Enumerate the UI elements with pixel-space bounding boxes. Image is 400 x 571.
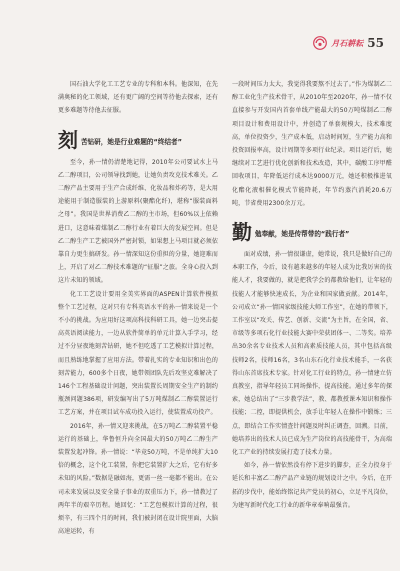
intro-paragraph: 国石油大学化工工艺专业的专科和本科。他深知，在先满奥秘的化工领域，还有更广阔的空间等待他去探索，还有更多难题等待他去征服。 xyxy=(58,81,218,115)
magazine-logo-icon xyxy=(313,36,327,50)
body-paragraph: 至今，孙一情仍清楚地记得，2010年公司要试水上马乙二醇项目，公司领导找到她，让她负责攻克技术难关。乙二醇产品主要用于生产合成纤维、化妆品和炸药等，是大用途能用于制造服装的上游原料(聚酯化纤)，堪称“服装面料之母”。我国是世界消费乙二醇的主市场，但60%以上依赖进口，这意味着煤制乙二醇行业有着巨大的发展空间。但是乙二醇生产工艺被国外严密封锁，如果想上马项目就必须依靠自力更生搞研发。孙一情深知这份重担的分量，她迎难而上，开启了对乙二醇技术难题的“征服”之旅。全身心投入到这片未知的领域。 xyxy=(58,158,218,285)
body-paragraph: 化工工艺设计要用全美实界面的ASPEN计算软件模拟整个工艺过程，这对只有专科英语水平的孙一情来说是一个不小的挑战。为应用好这项高科技科研工具，她一边突击提高英语阅读能力，一边从软件简单的单元计算入手学习，经过不分昼夜地刻苦钻研，她不但吃透了工艺模拟计算过程，而且熟练地掌握了应用方法。带着扎实的专业知识和出色的刻苦能力，600多个日夜，她带领团队先后攻坚克难解决了146个工程基础设计问题，突出装置长周期安全生产的制约瓶颈问题386项，研发编写出了5万吨煤制乙二醇装置运行工艺方案，并在项目试车成功投入运行，使装置成功投产。 xyxy=(58,290,218,417)
body-paragraph: 面对成绩，孙一情很谦虚，她常说，我只是做好自己的本职工作，今后，设有越来越多的年轻人成为比我厉害的技能人才，我要做的，就是把我学会的都教给他们，让年轻的技能人才能够快速成长，为企业和国家做贡献。2014年，公司成立“孙一情国家级技能大师工作室”，在她的带领下，工作室以“攻关、传艺、创新、交流”为主旨，在全国，省、市级等多项石化行业技能大赛中荣获团体一、二等奖。培养出30余名专业技术人员和高素质技能人员，其中包括高级技师2名，技师16名，3名山东石化行业技术能手，一名获得山东首席技术专家。针对化工行业的特点，孙一情建立仿真教室，指导年轻员工同场操作，提高技能。通过多年的探索，她总结出了“三步教学法”，教、都教授课本知识和操作技能；二控，即提供机会，放手让年轻人在操作中锻炼；三点，即结合工作实情查针间题及时纠正调查，回溯。目前，她培养出的技术人员已成为生产岗位的高技能骨干，为高端化工产业的持续发展打造了技术力量。 xyxy=(232,251,392,457)
page-header xyxy=(313,36,384,50)
right-column xyxy=(232,78,392,512)
body-paragraph: 2016年，孙一情又迎来挑战，在5万吨乙二醇装置平稳运行的基础上，华鲁恒升向全国最大的50万吨乙二醇生产装置发起冲锋。孙一情说：“毕竟50万吨，不是单纯扩大10倍的概念，这个化工装置，你把它装置扩大之后，它有好多未知的风险。”数据是融如海，更需一丝一毫都不能出。在公司未来发展以及安全量子事业的双重压力下，孙一情教过了两年半的艰辛历程。她回忆：“工艺包模拟计算的过程，很烦辛，有三四个月的时间，我们被封闭在设计院里面，大脑高速运转，有 xyxy=(58,422,218,536)
section-heading-2 xyxy=(232,220,392,245)
section-heading-1 xyxy=(58,128,218,150)
section-name: 月石耕耘 xyxy=(331,37,364,48)
left-column xyxy=(58,78,218,539)
continued-paragraph: 一段时间压力太大，我觉得我要熬不过去了。”作为煤制乙二醇工业化生产技术骨干，从2010年至2020年，孙一情不仅直接参与开发国内首套单线产能最大的50万吨煤制乙二醇项目设计和费用设计中，并创造了单套规模大，技术难度高，单位投资少，生产成本低，启动时间短，生产能力高和投资回报率高，设计周期等多项行业纪录。项目运行后，她继续对工艺进行优化创新和技术改造，其中，碳酸工序甲醛回收项目，年降低运行成本达9000万元，她还积极推进氧化酯化液相催化模式节能降耗，年节约蒸汽消耗20.6万吨，节省费用2300余万元。 xyxy=(232,81,392,207)
heading-drop-character: 刻 xyxy=(58,127,78,152)
page-number: 55 xyxy=(367,36,384,50)
heading-text: 苦钻研，她是行业难题的“终结者” xyxy=(81,137,182,146)
heading-text: 勉奉献，她是传帮带的“践行者” xyxy=(255,230,350,239)
body-paragraph: 如今，孙一情依然没有停下进步的脚步，正全力投身于延长和丰富乙二醇产品产业链的规划设计之中。今后，在开拓的步伐中，能始终铭记共产党员的初心，立足平凡岗位，为建写新时代化工行业的新华章奉响最强音。 xyxy=(232,462,392,509)
heading-drop-character: 勤 xyxy=(232,220,252,245)
